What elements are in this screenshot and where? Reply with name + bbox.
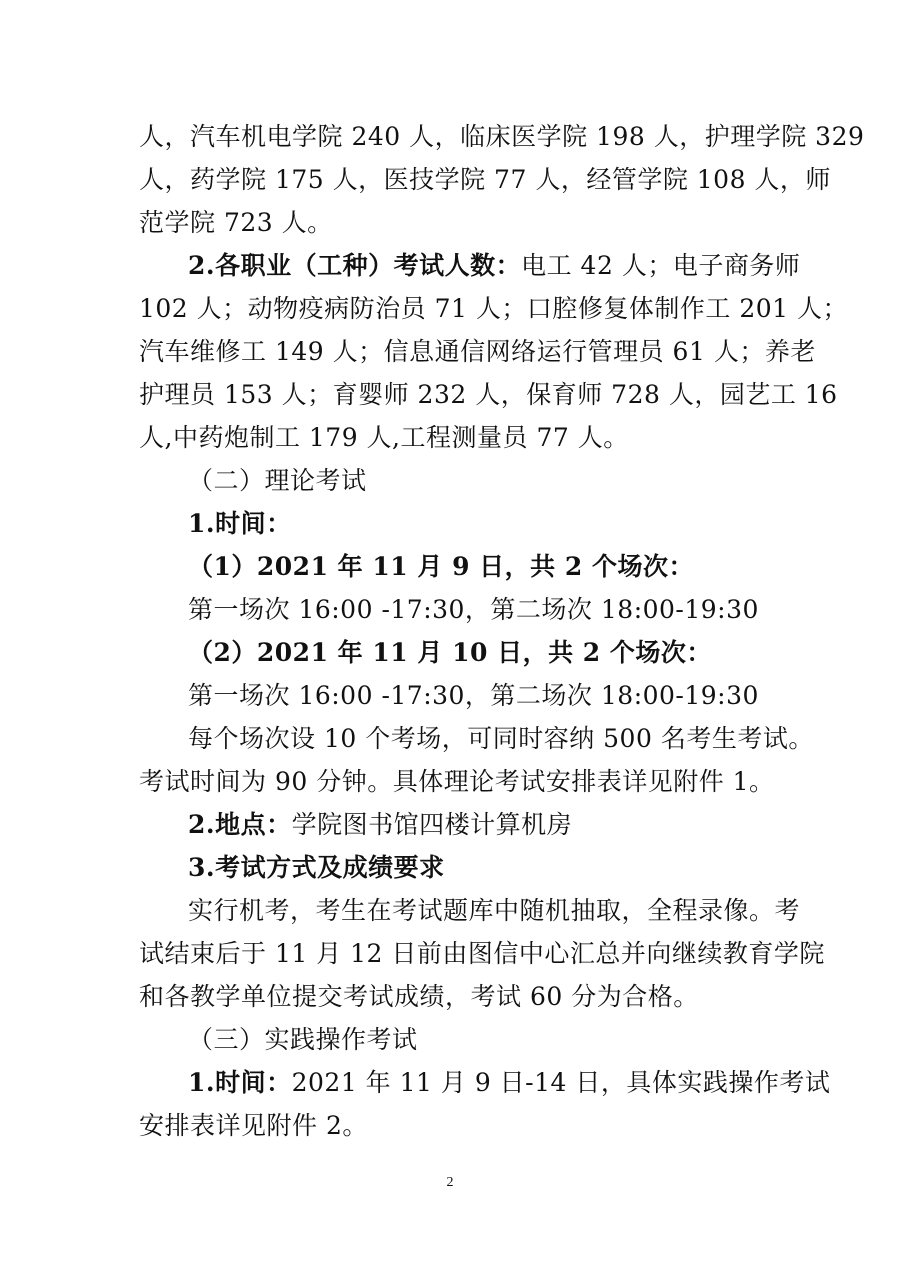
text-line: 汽车维修工 149 人；信息通信网络运行管理员 61 人；养老 [139, 337, 816, 366]
text-line: 试结束后于 11 月 12 日前由图信中心汇总并向继续教育学院 [139, 939, 825, 968]
text-line: 考试时间为 90 分钟。具体理论考试安排表详见附件 1。 [139, 767, 775, 796]
text-line: 人，汽车机电学院 240 人，临床医学院 198 人，护理学院 329 [139, 122, 865, 151]
text-line: 和各教学单位提交考试成绩，考试 60 分为合格。 [139, 982, 699, 1011]
text-line: 范学院 723 人。 [139, 208, 333, 237]
session-times: 第一场次 16:00 -17:30，第二场次 18:00-19:30 [188, 681, 759, 710]
text-line: 人，药学院 175 人，医技学院 77 人，经管学院 108 人，师 [139, 165, 831, 194]
section-heading: （二）理论考试 [188, 466, 367, 495]
text-segment: 电工 42 人；电子商务师 [521, 251, 801, 280]
section-heading: （三）实践操作考试 [188, 1025, 418, 1054]
subsection-heading: 1.时间： [188, 1068, 292, 1097]
text-segment: 学院图书馆四楼计算机房 [291, 810, 573, 839]
text-line: 实行机考，考生在考试题库中随机抽取，全程录像。考 [188, 896, 801, 925]
section-heading: 2.各职业（工种）考试人数： [188, 251, 522, 280]
session-times: 第一场次 16:00 -17:30，第二场次 18:00-19:30 [188, 595, 759, 624]
text-line: 102 人；动物疫病防治员 71 人；口腔修复体制作工 201 人； [139, 294, 848, 323]
page-number: 2 [446, 1175, 454, 1190]
text-segment: 2021 年 11 月 9 日-14 日，具体实践操作考试 [291, 1068, 831, 1097]
paragraph-heading-line [188, 251, 800, 281]
subsection-heading: 3.考试方式及成绩要求 [188, 853, 445, 882]
text-line: 每个场次设 10 个考场，可同时容纳 500 名考生考试。 [188, 724, 814, 753]
subsection-heading: 2.地点： [188, 810, 292, 839]
text-line: 人,中药炮制工 179 人,工程测量员 77 人。 [139, 423, 629, 452]
session-date-heading: （2）2021 年 11 月 10 日，共 2 个场次： [188, 638, 712, 667]
text-line: 安排表详见附件 2。 [139, 1111, 368, 1140]
paragraph-heading-line [188, 1068, 830, 1098]
subsection-heading: 1.时间： [188, 509, 292, 538]
text-line: 护理员 153 人；育婴师 232 人，保育师 728 人，园艺工 16 [139, 380, 838, 409]
paragraph-heading-line [188, 810, 572, 840]
session-date-heading: （1）2021 年 11 月 9 日，共 2 个场次： [188, 552, 694, 581]
